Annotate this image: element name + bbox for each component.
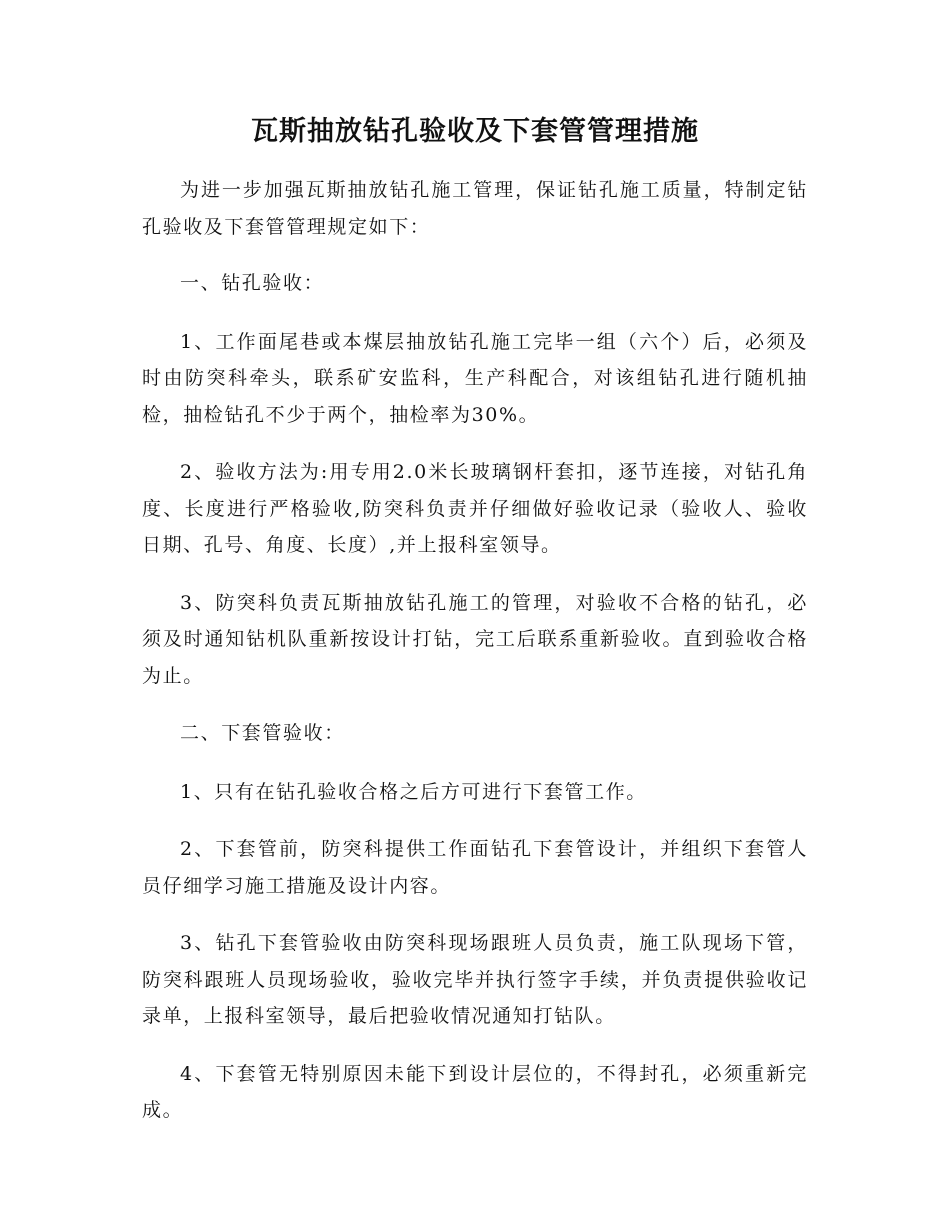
list-item: 3、钻孔下套管验收由防突科现场跟班人员负责，施工队现场下管，防突科跟班人员现场验收，验收完毕并执行签字手续，并负责提供验收记录单，上报科室领导，最后把验收情况通知打钻队。 bbox=[142, 932, 808, 1027]
section-drilling-acceptance bbox=[142, 265, 808, 694]
document-title: 瓦斯抽放钻孔验收及下套管管理措施 bbox=[251, 116, 699, 147]
list-item: 1、只有在钻孔验收合格之后方可进行下套管工作。 bbox=[180, 780, 647, 803]
list-item: 1、工作面尾巷或本煤层抽放钻孔施工完毕一组（六个）后，必须及时由防突科牵头，联系矿安监科，生产科配合，对该组钻孔进行随机抽检，抽检钻孔不少于两个，抽检率为30%。 bbox=[142, 330, 808, 426]
section-casing-acceptance bbox=[142, 715, 808, 1129]
list-item: 2、验收方法为:用专用2.0米长玻璃钢杆套扣，逐节连接，对钻孔角度、长度进行严格验收,防突科负责并仔细做好验收记录（验收人、验收日期、孔号、角度、长度）,并上报科室领导。 bbox=[142, 461, 808, 556]
document-page bbox=[142, 112, 808, 1150]
section-heading: 一、钻孔验收： bbox=[180, 272, 325, 294]
list-item: 3、防突科负责瓦斯抽放钻孔施工的管理，对验收不合格的钻孔，必须及时通知钻机队重新按设计打钻，完工后联系重新验收。直到验收合格为止。 bbox=[142, 591, 808, 687]
list-item: 4、下套管无特别原因未能下到设计层位的，不得封孔，必须重新完成。 bbox=[142, 1062, 808, 1121]
intro-paragraph: 为进一步加强瓦斯抽放钻孔施工管理，保证钻孔施工质量，特制定钻孔验收及下套管管理规定如下： bbox=[142, 179, 808, 238]
list-item: 2、下套管前，防突科提供工作面钻孔下套管设计，并组织下套管人员仔细学习施工措施及设计内容。 bbox=[142, 838, 808, 897]
section-heading: 二、下套管验收： bbox=[180, 722, 345, 744]
